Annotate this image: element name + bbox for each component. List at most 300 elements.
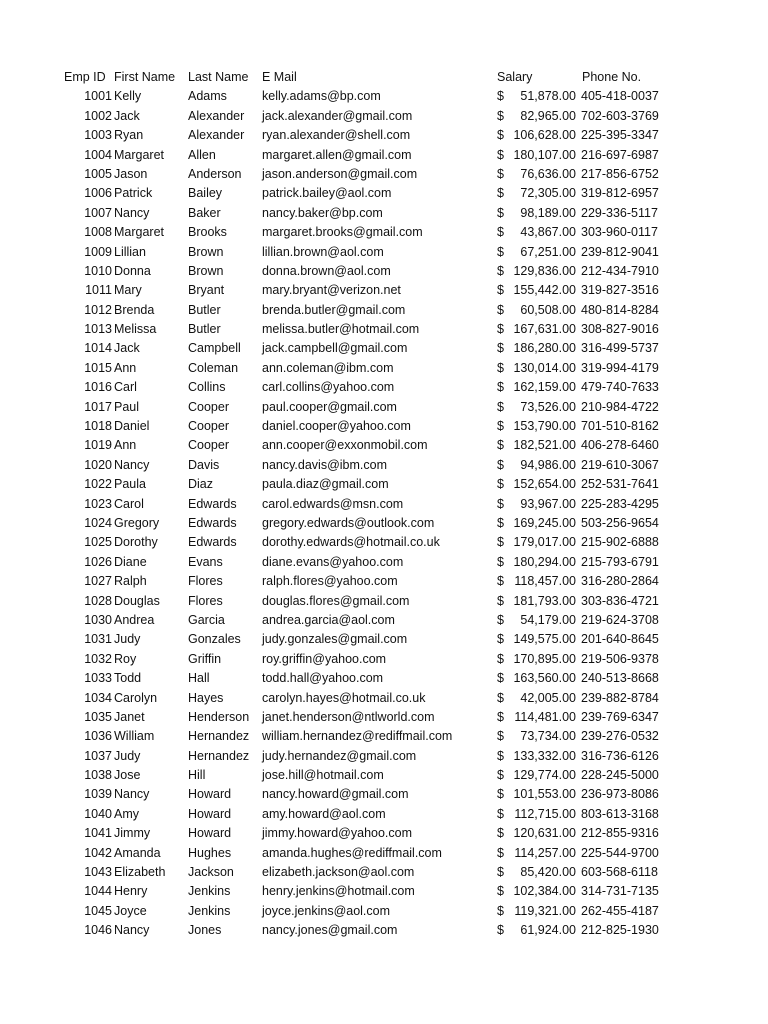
phone-cell: 201-640-8645	[581, 632, 659, 647]
currency-symbol: $	[497, 903, 504, 918]
phone-cell: 303-836-4721	[581, 593, 659, 608]
salary-cell: 170,895.00	[513, 651, 576, 666]
table-row	[0, 339, 768, 358]
currency-symbol: $	[497, 515, 504, 530]
last-name-cell: Brown	[188, 244, 224, 259]
last-name-cell: Jones	[188, 923, 222, 938]
first-name-cell: William	[114, 729, 155, 744]
salary-cell: 182,521.00	[513, 438, 576, 453]
table-row	[0, 301, 768, 320]
currency-symbol: $	[497, 632, 504, 647]
phone-cell: 219-624-3708	[581, 612, 659, 627]
currency-symbol: $	[497, 244, 504, 259]
salary-cell: 101,553.00	[513, 787, 576, 802]
last-name-cell: Edwards	[188, 515, 237, 530]
currency-symbol: $	[497, 651, 504, 666]
phone-cell: 319-812-6957	[581, 186, 659, 201]
emp-id-cell: 1005	[84, 166, 112, 181]
email-cell: jack.alexander@gmail.com	[262, 108, 413, 123]
header-phone: Phone No.	[582, 70, 642, 84]
emp-id-cell: 1039	[84, 787, 112, 802]
first-name-cell: Nancy	[114, 787, 150, 802]
salary-cell: 102,384.00	[513, 884, 576, 899]
emp-id-cell: 1028	[84, 593, 112, 608]
salary-cell: 61,924.00	[520, 923, 576, 938]
email-cell: carol.edwards@msn.com	[262, 496, 404, 511]
table-row	[0, 863, 768, 882]
phone-cell: 210-984-4722	[581, 399, 659, 414]
first-name-cell: Patrick	[114, 186, 153, 201]
last-name-cell: Cooper	[188, 438, 229, 453]
currency-symbol: $	[497, 205, 504, 220]
emp-id-cell: 1040	[84, 806, 112, 821]
table-row	[0, 902, 768, 921]
email-cell: brenda.butler@gmail.com	[262, 302, 406, 317]
last-name-cell: Hernandez	[188, 748, 250, 763]
emp-id-cell: 1030	[84, 612, 112, 627]
phone-cell: 480-814-8284	[581, 302, 659, 317]
first-name-cell: Kelly	[114, 89, 142, 104]
first-name-cell: Dorothy	[114, 535, 158, 550]
currency-symbol: $	[497, 554, 504, 569]
table-row	[0, 630, 768, 649]
emp-id-cell: 1031	[84, 632, 112, 647]
currency-symbol: $	[497, 593, 504, 608]
salary-cell: 82,965.00	[520, 108, 576, 123]
phone-cell: 702-603-3769	[581, 108, 659, 123]
last-name-cell: Alexander	[188, 108, 245, 123]
table-row	[0, 592, 768, 611]
emp-id-cell: 1043	[84, 865, 112, 880]
emp-id-cell: 1037	[84, 748, 112, 763]
table-row	[0, 146, 768, 165]
salary-cell: 73,734.00	[520, 729, 576, 744]
emp-id-cell: 1003	[84, 128, 112, 143]
emp-id-cell: 1024	[84, 515, 112, 530]
header-last-name: Last Name	[188, 70, 249, 84]
salary-cell: 98,189.00	[520, 205, 576, 220]
salary-cell: 51,878.00	[520, 89, 576, 104]
table-row	[0, 689, 768, 708]
emp-id-cell: 1004	[84, 147, 112, 162]
last-name-cell: Hernandez	[188, 729, 250, 744]
salary-cell: 152,654.00	[513, 477, 576, 492]
last-name-cell: Howard	[188, 826, 232, 841]
phone-cell: 405-418-0037	[581, 89, 659, 104]
phone-cell: 239-882-8784	[581, 690, 659, 705]
last-name-cell: Jenkins	[188, 903, 231, 918]
table-row	[0, 611, 768, 630]
last-name-cell: Howard	[188, 806, 232, 821]
table-row	[0, 921, 768, 940]
phone-cell: 503-256-9654	[581, 515, 659, 530]
currency-symbol: $	[497, 380, 504, 395]
email-cell: melissa.butler@hotmail.com	[262, 322, 420, 337]
table-row	[0, 727, 768, 746]
salary-cell: 129,774.00	[513, 768, 576, 783]
table-row	[0, 785, 768, 804]
phone-cell: 217-856-6752	[581, 166, 659, 181]
email-cell: judy.gonzales@gmail.com	[262, 632, 408, 647]
salary-cell: 112,715.00	[514, 806, 576, 821]
salary-cell: 179,017.00	[513, 535, 576, 550]
salary-cell: 60,508.00	[520, 302, 576, 317]
salary-cell: 130,014.00	[513, 360, 576, 375]
table-row	[0, 126, 768, 145]
last-name-cell: Hall	[188, 671, 210, 686]
currency-symbol: $	[497, 709, 504, 724]
first-name-cell: Roy	[114, 651, 137, 666]
salary-cell: 118,457.00	[514, 574, 576, 589]
first-name-cell: Janet	[114, 709, 145, 724]
emp-id-cell: 1010	[84, 263, 112, 278]
salary-cell: 94,986.00	[520, 457, 576, 472]
email-cell: ann.coleman@ibm.com	[262, 360, 394, 375]
table-row	[0, 805, 768, 824]
first-name-cell: Daniel	[114, 419, 150, 434]
last-name-cell: Butler	[188, 302, 221, 317]
email-cell: todd.hall@yahoo.com	[262, 671, 384, 686]
phone-cell: 262-455-4187	[581, 903, 659, 918]
emp-id-cell: 1017	[84, 399, 112, 414]
last-name-cell: Coleman	[188, 360, 239, 375]
emp-id-cell: 1019	[84, 438, 112, 453]
phone-cell: 316-280-2864	[581, 574, 659, 589]
first-name-cell: Amanda	[114, 845, 161, 860]
email-cell: nancy.baker@bp.com	[262, 205, 383, 220]
first-name-cell: Carl	[114, 380, 137, 395]
currency-symbol: $	[497, 302, 504, 317]
salary-cell: 67,251.00	[520, 244, 576, 259]
currency-symbol: $	[497, 612, 504, 627]
currency-symbol: $	[497, 225, 504, 240]
salary-cell: 54,179.00	[520, 612, 576, 627]
first-name-cell: Margaret	[114, 147, 165, 162]
table-row	[0, 359, 768, 378]
header-salary: Salary	[497, 70, 533, 84]
last-name-cell: Jenkins	[188, 884, 231, 899]
phone-cell: 216-697-6987	[581, 147, 659, 162]
first-name-cell: Henry	[114, 884, 148, 899]
currency-symbol: $	[497, 496, 504, 511]
table-row	[0, 378, 768, 397]
salary-cell: 72,305.00	[520, 186, 576, 201]
email-cell: carolyn.hayes@hotmail.co.uk	[262, 690, 426, 705]
table-row	[0, 824, 768, 843]
salary-cell: 155,442.00	[513, 283, 576, 298]
email-cell: ralph.flores@yahoo.com	[262, 574, 398, 589]
salary-cell: 181,793.00	[513, 593, 576, 608]
emp-id-cell: 1018	[84, 419, 112, 434]
first-name-cell: Ann	[114, 360, 137, 375]
currency-symbol: $	[497, 89, 504, 104]
first-name-cell: Judy	[114, 748, 141, 763]
last-name-cell: Allen	[188, 147, 216, 162]
table-row	[0, 708, 768, 727]
first-name-cell: Jack	[114, 108, 140, 123]
emp-id-cell: 1036	[84, 729, 112, 744]
email-cell: judy.hernandez@gmail.com	[262, 748, 417, 763]
email-cell: kelly.adams@bp.com	[262, 89, 381, 104]
table-row	[0, 747, 768, 766]
first-name-cell: Jimmy	[114, 826, 151, 841]
last-name-cell: Flores	[188, 574, 223, 589]
emp-id-cell: 1016	[84, 380, 112, 395]
phone-cell: 225-544-9700	[581, 845, 659, 860]
email-cell: dorothy.edwards@hotmail.co.uk	[262, 535, 440, 550]
last-name-cell: Davis	[188, 457, 220, 472]
currency-symbol: $	[497, 341, 504, 356]
emp-id-cell: 1035	[84, 709, 112, 724]
currency-symbol: $	[497, 186, 504, 201]
emp-id-cell: 1015	[84, 360, 112, 375]
email-cell: janet.henderson@ntlworld.com	[262, 709, 435, 724]
last-name-cell: Flores	[188, 593, 223, 608]
currency-symbol: $	[497, 477, 504, 492]
table-row	[0, 165, 768, 184]
currency-symbol: $	[497, 865, 504, 880]
phone-cell: 215-793-6791	[581, 554, 659, 569]
first-name-cell: Brenda	[114, 302, 155, 317]
phone-cell: 316-736-6126	[581, 748, 659, 763]
emp-id-cell: 1032	[84, 651, 112, 666]
emp-id-cell: 1020	[84, 457, 112, 472]
currency-symbol: $	[497, 884, 504, 899]
last-name-cell: Brown	[188, 263, 224, 278]
phone-cell: 228-245-5000	[581, 768, 659, 783]
email-cell: joyce.jenkins@aol.com	[262, 903, 391, 918]
phone-cell: 303-960-0117	[581, 225, 658, 240]
first-name-cell: Joyce	[114, 903, 147, 918]
salary-cell: 169,245.00	[513, 515, 576, 530]
salary-cell: 120,631.00	[513, 826, 576, 841]
email-cell: jose.hill@hotmail.com	[262, 768, 384, 783]
first-name-cell: Paula	[114, 477, 146, 492]
email-cell: donna.brown@aol.com	[262, 263, 391, 278]
first-name-cell: Gregory	[114, 515, 160, 530]
last-name-cell: Garcia	[188, 612, 225, 627]
email-cell: amanda.hughes@rediffmail.com	[262, 845, 442, 860]
last-name-cell: Campbell	[188, 341, 241, 356]
currency-symbol: $	[497, 535, 504, 550]
phone-cell: 308-827-9016	[581, 322, 659, 337]
last-name-cell: Edwards	[188, 535, 237, 550]
phone-cell: 212-855-9316	[581, 826, 659, 841]
emp-id-cell: 1026	[84, 554, 112, 569]
email-cell: jack.campbell@gmail.com	[262, 341, 408, 356]
first-name-cell: Andrea	[114, 612, 155, 627]
header-first-name: First Name	[114, 70, 176, 84]
email-cell: lillian.brown@aol.com	[262, 244, 384, 259]
phone-cell: 239-812-9041	[581, 244, 659, 259]
salary-cell: 43,867.00	[520, 225, 576, 240]
employee-table	[0, 68, 768, 941]
email-cell: gregory.edwards@outlook.com	[262, 515, 435, 530]
currency-symbol: $	[497, 748, 504, 763]
currency-symbol: $	[497, 399, 504, 414]
currency-symbol: $	[497, 360, 504, 375]
email-cell: douglas.flores@gmail.com	[262, 593, 410, 608]
header-row	[0, 68, 768, 87]
salary-cell: 133,332.00	[513, 748, 576, 763]
email-cell: daniel.cooper@yahoo.com	[262, 419, 411, 434]
emp-id-cell: 1033	[84, 671, 112, 686]
first-name-cell: Mary	[114, 283, 142, 298]
first-name-cell: Ryan	[114, 128, 144, 143]
table-row	[0, 223, 768, 242]
first-name-cell: Carol	[114, 496, 144, 511]
header-emp-id: Emp ID	[64, 70, 106, 84]
email-cell: margaret.brooks@gmail.com	[262, 225, 423, 240]
emp-id-cell: 1007	[84, 205, 112, 220]
emp-id-cell: 1045	[84, 903, 112, 918]
first-name-cell: Ralph	[114, 574, 147, 589]
phone-cell: 229-336-5117	[581, 205, 658, 220]
salary-cell: 153,790.00	[513, 419, 576, 434]
first-name-cell: Carolyn	[114, 690, 158, 705]
first-name-cell: Jack	[114, 341, 140, 356]
phone-cell: 239-276-0532	[581, 729, 659, 744]
salary-cell: 149,575.00	[513, 632, 576, 647]
salary-cell: 163,560.00	[513, 671, 576, 686]
currency-symbol: $	[497, 147, 504, 162]
phone-cell: 219-506-9378	[581, 651, 659, 666]
emp-id-cell: 1002	[84, 108, 112, 123]
phone-cell: 225-395-3347	[581, 128, 659, 143]
salary-cell: 162,159.00	[513, 380, 576, 395]
currency-symbol: $	[497, 574, 504, 589]
currency-symbol: $	[497, 826, 504, 841]
last-name-cell: Griffin	[188, 651, 222, 666]
first-name-cell: Amy	[114, 806, 139, 821]
last-name-cell: Jackson	[188, 865, 234, 880]
emp-id-cell: 1027	[84, 574, 112, 589]
phone-cell: 212-825-1930	[581, 923, 659, 938]
last-name-cell: Hayes	[188, 690, 224, 705]
first-name-cell: Nancy	[114, 457, 150, 472]
emp-id-cell: 1042	[84, 845, 112, 860]
table-row	[0, 243, 768, 262]
currency-symbol: $	[497, 671, 504, 686]
email-cell: mary.bryant@verizon.net	[262, 283, 401, 298]
email-cell: amy.howard@aol.com	[262, 806, 386, 821]
emp-id-cell: 1023	[84, 496, 112, 511]
first-name-cell: Judy	[114, 632, 141, 647]
emp-id-cell: 1012	[84, 302, 112, 317]
currency-symbol: $	[497, 322, 504, 337]
first-name-cell: Diane	[114, 554, 147, 569]
emp-id-cell: 1006	[84, 186, 112, 201]
first-name-cell: Lillian	[114, 244, 146, 259]
last-name-cell: Baker	[188, 205, 221, 220]
table-row	[0, 669, 768, 688]
table-row	[0, 417, 768, 436]
emp-id-cell: 1013	[84, 322, 112, 337]
first-name-cell: Elizabeth	[114, 865, 166, 880]
phone-cell: 479-740-7633	[581, 380, 659, 395]
currency-symbol: $	[497, 923, 504, 938]
emp-id-cell: 1046	[84, 923, 112, 938]
last-name-cell: Gonzales	[188, 632, 241, 647]
email-cell: diane.evans@yahoo.com	[262, 554, 404, 569]
emp-id-cell: 1025	[84, 535, 112, 550]
salary-cell: 167,631.00	[513, 322, 576, 337]
table-body	[0, 87, 768, 940]
phone-cell: 219-610-3067	[581, 457, 659, 472]
first-name-cell: Nancy	[114, 923, 150, 938]
salary-cell: 186,280.00	[513, 341, 576, 356]
phone-cell: 406-278-6460	[581, 438, 659, 453]
email-cell: nancy.howard@gmail.com	[262, 787, 409, 802]
emp-id-cell: 1011	[85, 283, 112, 298]
currency-symbol: $	[497, 108, 504, 123]
email-cell: william.hernandez@rediffmail.com	[262, 729, 453, 744]
phone-cell: 239-769-6347	[581, 709, 659, 724]
phone-cell: 803-613-3168	[581, 806, 659, 821]
phone-cell: 212-434-7910	[581, 263, 659, 278]
salary-cell: 129,836.00	[513, 263, 576, 278]
last-name-cell: Butler	[188, 322, 221, 337]
currency-symbol: $	[497, 457, 504, 472]
email-cell: carl.collins@yahoo.com	[262, 380, 395, 395]
table-row	[0, 844, 768, 863]
phone-cell: 319-994-4179	[581, 360, 659, 375]
last-name-cell: Anderson	[188, 166, 242, 181]
emp-id-cell: 1008	[84, 225, 112, 240]
email-cell: nancy.jones@gmail.com	[262, 923, 398, 938]
email-cell: jason.anderson@gmail.com	[262, 166, 418, 181]
salary-cell: 180,294.00	[513, 554, 576, 569]
phone-cell: 240-513-8668	[581, 671, 659, 686]
email-cell: ryan.alexander@shell.com	[262, 128, 411, 143]
first-name-cell: Margaret	[114, 225, 165, 240]
table-row	[0, 495, 768, 514]
last-name-cell: Alexander	[188, 128, 245, 143]
currency-symbol: $	[497, 438, 504, 453]
email-cell: henry.jenkins@hotmail.com	[262, 884, 415, 899]
first-name-cell: Todd	[114, 671, 142, 686]
phone-cell: 236-973-8086	[581, 787, 659, 802]
email-cell: jimmy.howard@yahoo.com	[262, 826, 413, 841]
last-name-cell: Adams	[188, 89, 227, 104]
last-name-cell: Brooks	[188, 225, 227, 240]
phone-cell: 603-568-6118	[581, 865, 658, 880]
last-name-cell: Edwards	[188, 496, 237, 511]
table-row	[0, 456, 768, 475]
currency-symbol: $	[497, 806, 504, 821]
email-cell: elizabeth.jackson@aol.com	[262, 865, 415, 880]
phone-cell: 252-531-7641	[581, 477, 659, 492]
email-cell: andrea.garcia@aol.com	[262, 612, 395, 627]
first-name-cell: Paul	[114, 399, 140, 414]
table-row	[0, 281, 768, 300]
emp-id-cell: 1001	[84, 89, 112, 104]
salary-cell: 114,257.00	[514, 845, 576, 860]
currency-symbol: $	[497, 690, 504, 705]
last-name-cell: Bryant	[188, 283, 225, 298]
salary-cell: 180,107.00	[513, 147, 576, 162]
email-cell: margaret.allen@gmail.com	[262, 147, 412, 162]
table-row	[0, 882, 768, 901]
email-cell: nancy.davis@ibm.com	[262, 457, 387, 472]
table-row	[0, 650, 768, 669]
emp-id-cell: 1009	[84, 244, 112, 259]
table-row	[0, 184, 768, 203]
salary-cell: 85,420.00	[520, 865, 576, 880]
phone-cell: 319-827-3516	[581, 283, 659, 298]
table-row	[0, 398, 768, 417]
currency-symbol: $	[497, 729, 504, 744]
